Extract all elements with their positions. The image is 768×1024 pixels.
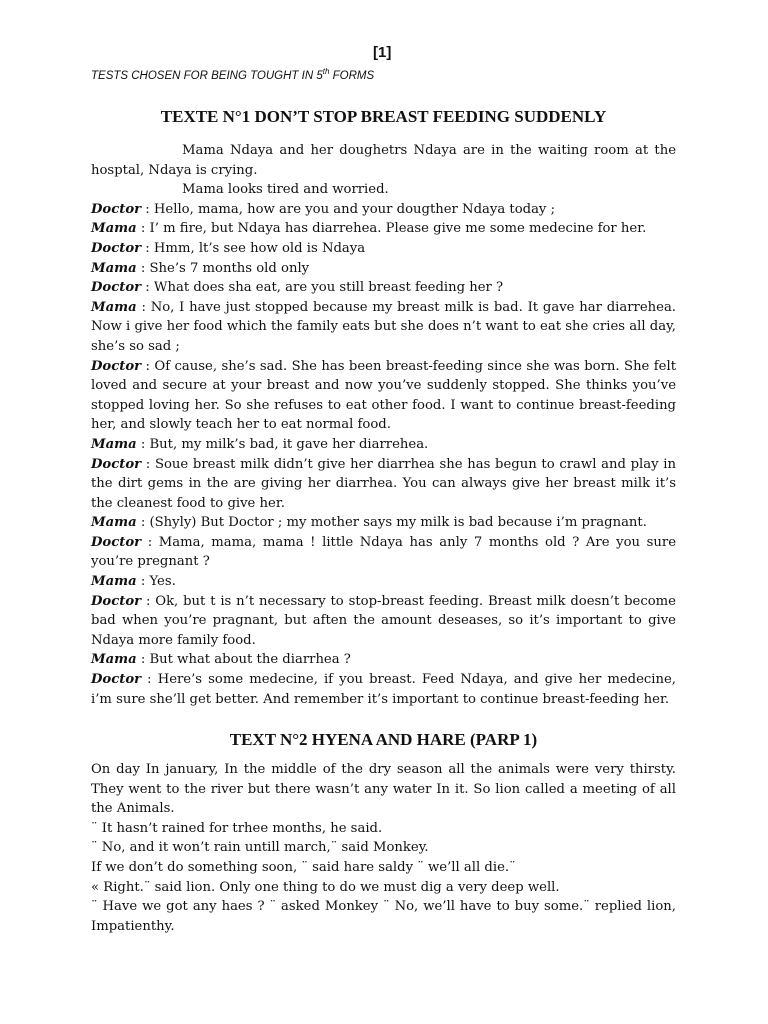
speaker-label: Mama <box>91 436 137 452</box>
speaker-label: Mama <box>91 515 137 531</box>
dialogue-text: : But what about the diarrhea ? <box>136 652 351 668</box>
dialogue-text: : What does sha eat, are you still breast feeding her ? <box>141 280 504 296</box>
text2-paragraph: « Right.¨ said lion. Only one thing to do we must dig a very deep well. <box>91 879 560 895</box>
dialogue-text: : Here’s some medecine, if you breast. Feed Ndaya, and give her medecine, i’m sure she’ll get better. And remember it’s important to continue breast-feeding her. <box>91 672 676 707</box>
speaker-label: Mama <box>91 652 137 668</box>
dialogue-line <box>91 278 676 298</box>
subtitle-superscript: th <box>322 67 330 76</box>
speaker-label: Mama <box>91 221 137 237</box>
dialogue-line <box>91 455 676 514</box>
dialogue-text: : (Shyly) But Doctor ; my mother says my milk is bad because i’m pragnant. <box>136 515 647 531</box>
dialogue-text: : She’s 7 months old only <box>136 260 310 276</box>
dialogue-line <box>91 533 676 572</box>
speaker-label: Mama <box>91 260 137 276</box>
speaker-label: Doctor <box>91 240 142 256</box>
subtitle-text-end: FORMS <box>329 69 375 82</box>
dialogue-text: : I’ m fire, but Ndaya has diarrehea. Please give me some medecine for her. <box>136 221 647 237</box>
speaker-label: Doctor <box>91 358 142 374</box>
text1-intro-paragraph: Mama looks tired and worried. <box>182 182 389 198</box>
dialogue-line <box>91 670 676 709</box>
speaker-label: Doctor <box>91 672 142 688</box>
text2-title: TEXT N°2 HYENA AND HARE (PARP 1) <box>229 730 538 749</box>
text2-paragraph: ¨ It hasn’t rained for trhee months, he said. <box>91 820 383 836</box>
dialogue-text: : But, my milk’s bad, it gave her diarrehea. <box>136 436 429 452</box>
speaker-label: Doctor <box>91 280 142 296</box>
dialogue-text: : Mama, mama, mama ! little Ndaya has anly 7 months old ? Are you sure you’re pregnant ? <box>91 534 676 570</box>
dialogue-line <box>91 298 676 357</box>
dialogue-line <box>91 592 676 651</box>
speaker-label: Doctor <box>91 593 142 609</box>
speaker-label: Doctor <box>91 201 142 217</box>
text2-paragraph: ¨ Have we got any haes ? ¨ asked Monkey ¨ No, we’ll have to buy some.¨ replied lion, Impatienthy. <box>91 899 676 934</box>
speaker-label: Doctor <box>91 534 142 550</box>
document-subtitle <box>91 67 374 82</box>
dialogue-line <box>91 435 676 455</box>
dialogue-text: : Soue breast milk didn’t give her diarrhea she has begun to crawl and play in the dirt gems in the are giving her diarrhea. You can always give her breast milk it’s the cleanest food to give her. <box>91 456 676 511</box>
dialogue-text: : Hmm, lt’s see how old is Ndaya <box>141 240 366 256</box>
dialogue-line <box>91 239 676 259</box>
dialogue-text: : Yes. <box>136 574 176 590</box>
page-number: [1] <box>373 44 392 61</box>
speaker-label: Mama <box>91 299 137 315</box>
text1-body <box>91 141 676 709</box>
dialogue-line <box>91 650 676 670</box>
text2-body <box>91 760 676 936</box>
text2-paragraph: If we don’t do something soon, ¨ said hare saldy ¨ we’ll all die.¨ <box>91 859 516 875</box>
dialogue-line <box>91 513 676 533</box>
subtitle-text: TESTS CHOSEN FOR BEING TOUGHT IN 5 <box>91 69 323 82</box>
dialogue-text: : Ok, but t is n’t necessary to stop-breast feeding. Breast milk doesn’t become bad when you’re pragnant, but aften the amount deseases, so it’s important to give Ndaya more family food. <box>91 593 676 648</box>
speaker-label: Mama <box>91 574 137 590</box>
speaker-label: Doctor <box>91 456 142 472</box>
text2-paragraph: On day In january, In the middle of the dry season all the animals were very thirsty. They went to the river but there wasn’t any water In it. So lion called a meeting of all the Animals. <box>91 762 676 817</box>
dialogue-text: : No, I have just stopped because my breast milk is bad. It gave har diarrehea. Now i give her food which the family eats but she does n’t want to eat she cries all day, she’s so sad ; <box>91 299 676 354</box>
text2-paragraph: ¨ No, and it won’t rain untill march,¨ said Monkey. <box>91 840 429 856</box>
dialogue-text: : Hello, mama, how are you and your dougther Ndaya today ; <box>141 201 556 217</box>
text1-intro-paragraph: Mama Ndaya and her doughetrs Ndaya are in the waiting room at the hosptal, Ndaya is crying. <box>91 143 676 178</box>
dialogue-line <box>91 572 676 592</box>
dialogue-line <box>91 259 676 279</box>
dialogue-line <box>91 219 676 239</box>
dialogue-line <box>91 200 676 220</box>
text1-title: TEXTE N°1 DON’T STOP BREAST FEEDING SUDDENLY <box>160 107 607 126</box>
dialogue-line <box>91 357 676 435</box>
dialogue-text: : Of cause, she’s sad. She has been breast-feeding since she was born. She felt loved and secure at your breast and now you’ve suddenly stopped. She thinks you’ve stopped loving her. So she refuses to eat other food. I want to continue breast-feeding her, and slowly teach her to eat normal food. <box>91 358 676 433</box>
